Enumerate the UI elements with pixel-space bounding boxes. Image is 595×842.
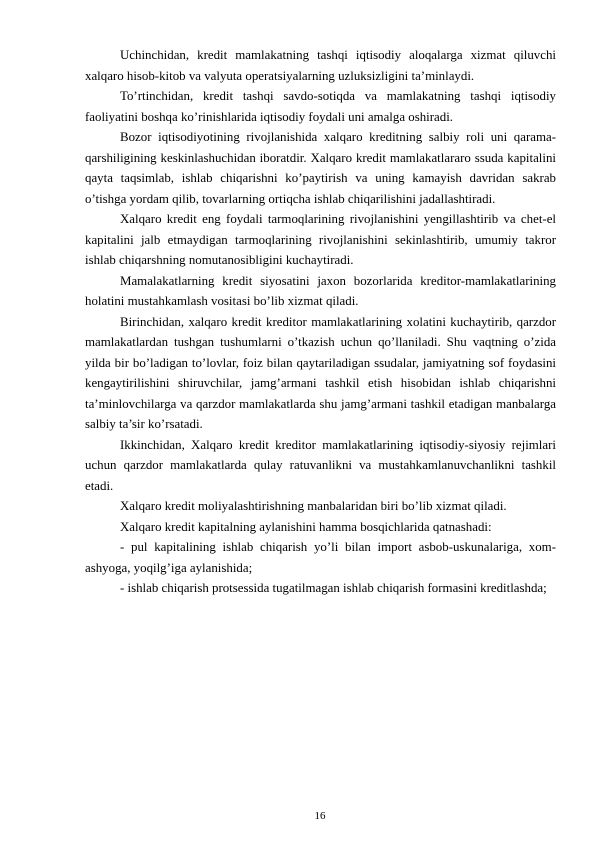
paragraph-8: Xalqaro kredit moliyalashtirishning manbalaridan biri bo’lib xizmat qiladi. (120, 499, 507, 513)
paragraph-7: Ikkinchidan, Xalqaro kredit kreditor mamlakatlarining iqtisodiy-siyosiy rejimlari uchun qarzdor mamlakatlarda qulay ratuvanlikni va mustahkamlanuvchanlikni tashkil etadi. (85, 437, 556, 493)
paragraph-1: Uchinchidan, kredit mamlakatning tashqi iqtisodiy aloqalarga xizmat qiluvchi xalqaro hisob-kitob va valyuta operatsiyalarning uzluksizligini ta’minlaydi. (85, 48, 556, 83)
paragraph-6: Birinchidan, xalqaro kredit kreditor mamlakatlarining xolatini kuchaytirib, qarzdor mamlakatlardan tushgan tushumlarni o’tkazish uchun qo’llaniladi. Shu vaqtning o’zida yilda bir bo’ladigan to’lovlar, foiz bilan qaytariladigan ssudalar, jamiyatning sof foydasini kengaytirilishini shiruvchilar, jamg’armani tashkil etish hisobidan ishlab chiqarishni ta’minlovchilarga va qarzdor mamlakatlarda shu jamg’armani tashkil etadigan manbalarga salbiy ta’sir ko’rsatadi. (85, 314, 556, 431)
paragraph-3: Bozor iqtisodiyotining rivojlanishida xalqaro kreditning salbiy roli uni qarama- qarshiligining keskinlashuchidan iboratdir. Xalqaro kredit mamlakatlararo ssuda kapitalini qayta taqsimlab, ishlab chiqarishni ko’paytirish va uning kamayish davridan sakrab o’tishga yordam qilib, tovarlarning ortiqcha ishlab chiqarilishini jadallashtiradi. (85, 130, 556, 206)
paragraph-2: To’rtinchidan, kredit tashqi savdo-sotiqda va mamlakatning tashqi iqtisodiy faoliyatini boshqa ko’rinishlarida iqtisodiy foydali uni amalga oshiradi. (85, 89, 556, 124)
text-body (85, 45, 556, 599)
paragraph-4: Xalqaro kredit eng foydali tarmoqlarining rivojlanishini yengillashtirib va chet-el kapitalini jalb etmaydigan tarmoqlarining rivojlanishini sekinlashtirib, umumiy takror ishlab chiqarshning nomutanosibligini kuchaytiradi. (85, 212, 556, 267)
paragraph-5: Mamalakatlarning kredit siyosatini jaxon bozorlarida kreditor-mamlakatlarining holatini mustahkamlash vositasi bo’lib xizmat qiladi. (85, 273, 556, 308)
paragraph-11: - ishlab chiqarish protsessida tugatilmagan ishlab chiqarish formasini kreditlashda; (120, 581, 547, 595)
paragraph-9: Xalqaro kredit kapitalning aylanishini hamma bosqichlarida qatnashadi: (120, 519, 492, 534)
page-number: 16 (314, 810, 326, 822)
paragraph-10: - pul kapitalining ishlab chiqarish yo’li bilan import asbob-uskunalariga, xom-ashyoga, yoqilg’iga aylanishida; (85, 540, 556, 575)
